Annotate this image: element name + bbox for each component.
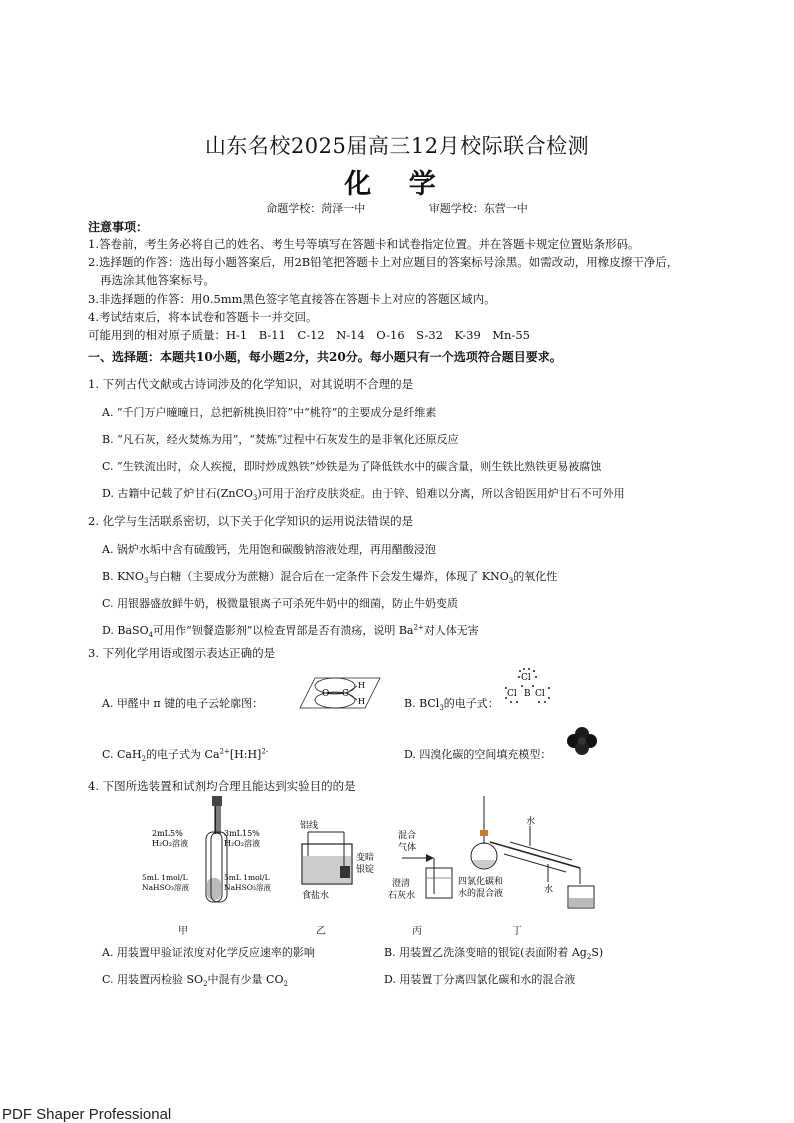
- note-4: 4.考试结束后，将本试卷和答题卡一并交回。: [88, 310, 318, 324]
- q2-option-b: B. $KNO_3$与白糖（主要成分为蔗糖）混合后在一定条件下会发生爆炸，体现了 $KNO_3$的氧化性: [102, 570, 558, 586]
- setter-school: 命题学校：菏泽一中: [266, 202, 366, 215]
- bing-label-mix: 混合: [398, 831, 417, 841]
- jia-label-left-3: 5mL 1mol/L: [142, 873, 188, 882]
- q4-option-b: B. 用装置乙洗涤变暗的银锭(表面附着 $Ag_2S$): [384, 946, 604, 962]
- yi-label-ingot: 银锭: [356, 865, 375, 875]
- yi-label-wire: 铝线: [300, 821, 319, 831]
- q3-option-c: C. CaH$_2$的电子式为 $Ca^{2+}[H:H]^{2-}$: [102, 747, 269, 764]
- bing-label-clear: 澄清: [392, 879, 411, 889]
- ding-label-water-out: 水: [544, 885, 554, 895]
- reviewer-school: 审题学校：东营一中: [428, 202, 528, 215]
- fig-atom-o: O: [322, 689, 330, 699]
- fig-label-yi: 乙: [316, 926, 326, 937]
- q1-option-c: C. “生铁流出时，众人疾搅，即时炒成熟铁”炒铁是为了降低铁水中的碳含量，则生铁比熟铁更易被腐蚀: [102, 460, 602, 473]
- bing-label-gas: 气体: [398, 843, 417, 853]
- jia-label-left-4: NaHSO₃溶液: [142, 883, 189, 892]
- formaldehyde-pi-bond-figure: [285, 668, 385, 716]
- q2-option-a: A. 锅炉水垢中含有硫酸钙，先用饱和碳酸钠溶液处理，再用醋酸浸泡: [102, 543, 436, 556]
- yi-label-dark: 变暗: [356, 853, 375, 863]
- exam-title: 山东名校2025届高三12月校际联合检测: [204, 134, 590, 158]
- q4-stem: 4. 下图所选装置和试剂均合理且能达到实验目的的是: [88, 779, 356, 793]
- cbr4-space-filling-model: [564, 726, 600, 756]
- jia-label-right-3: 5mL 1mol/L: [224, 873, 270, 882]
- q1-option-b: B. “凡石灰，经火焚炼为用”，“焚炼”过程中石灰发生的是非氧化还原反应: [102, 433, 459, 446]
- q3-option-d: D. 四溴化碳的空间填充模型：: [404, 748, 552, 761]
- q1-stem: 1. 下列古代文献或古诗词涉及的化学知识，对其说明不合理的是: [88, 377, 414, 391]
- q4-option-d: D. 用装置丁分离四氯化碳和水的混合液: [384, 973, 576, 986]
- fig-label-jia: 甲: [178, 926, 188, 937]
- fig-cl-right: Cl: [535, 689, 545, 699]
- bcl3-electron-dot-figure: [503, 664, 555, 708]
- ding-label-mix-2: 水的混合液: [458, 889, 504, 899]
- q3-option-a: A. 甲醛中 π 键的电子云轮廓图：: [102, 697, 264, 710]
- fig-label-bing: 丙: [412, 926, 422, 937]
- jia-label-right-4: NaHSO₃溶液: [224, 883, 271, 892]
- yi-label-brine: 食盐水: [302, 891, 330, 901]
- school-line: [0, 200, 794, 216]
- fig-atom-h1: H: [358, 681, 365, 690]
- jia-label-right-1: 3mL15%: [224, 829, 260, 838]
- note-3: 3.非选择题的作答：用0.5mm黑色签字笔直接答在答题卡上对应的答题区域内。: [88, 292, 496, 306]
- q2-option-d: D. BaSO$_4$可用作“钡餐造影剂”以检查胃部是否有溃疡，说明 $Ba^{2+}$对人体无害: [102, 623, 479, 640]
- q2-option-c: C. 用银器盛放鲜牛奶，极微量银离子可杀死牛奶中的细菌，防止牛奶变质: [102, 597, 459, 610]
- jia-label-right-2: H₂O₂溶液: [224, 839, 260, 848]
- subject-title: 化 学: [344, 169, 450, 200]
- jia-label-left-1: 2mL5%: [152, 829, 183, 838]
- q3-option-b: B. BCl$_3$的电子式：: [404, 697, 499, 713]
- section-1-heading: 一、选择题：本题共10小题，每小题2分，共20分。每小题只有一个选项符合题目要求。: [88, 350, 562, 364]
- q1-option-a: A. “千门万户曈曈日，总把新桃换旧符”中“桃符”的主要成分是纤维素: [102, 406, 437, 419]
- q4-option-a: A. 用装置甲验证浓度对化学反应速率的影响: [102, 946, 315, 959]
- ding-label-water-in: 水: [526, 817, 536, 827]
- ding-label-mix-1: 四氯化碳和: [458, 877, 504, 887]
- fig-cl-left: Cl: [507, 689, 517, 699]
- q4-option-c: C. 用装置丙检验 $SO_2$中混有少量 $CO_2$: [102, 973, 288, 989]
- fig-label-ding: 丁: [512, 926, 522, 937]
- atomic-masses: 可能用到的相对原子质量：H-1 B-11 C-12 N-14 O-16 S-32 K-39 Mn-55: [88, 328, 530, 342]
- note-2a: 2.选择题的作答：选出每小题答案后，用2B铅笔把答题卡上对应题目的答案标号涂黑。如需改动，用橡皮擦干净后，: [88, 255, 679, 269]
- fig-cl-top: Cl: [521, 673, 531, 683]
- watermark-footer: PDF Shaper Professional: [2, 1106, 172, 1123]
- bing-label-limewater: 石灰水: [388, 891, 416, 901]
- note-1: 1.答卷前，考生务必将自己的姓名、考生号等填写在答题卡和试卷指定位置。并在答题卡规定位置贴条形码。: [88, 237, 640, 251]
- fig-atom-c: C: [342, 689, 349, 699]
- q4-apparatus-figure: [140, 796, 620, 916]
- q3-stem: 3. 下列化学用语或图示表达正确的是: [88, 646, 276, 660]
- fig-b-center: B: [524, 689, 531, 699]
- q1-option-d: D. 古籍中记载了炉甘石(ZnCO$_3$)可用于治疗皮肤炎症。由于锌、铅难以分离，所以含铅医用炉甘石不可外用: [102, 487, 625, 503]
- jia-label-left-2: H₂O₂溶液: [152, 839, 188, 848]
- apparatus-yi: [302, 832, 352, 884]
- notes-heading: 注意事项：: [88, 220, 149, 234]
- fig-atom-h2: H: [358, 697, 365, 706]
- note-2b: 再选涂其他答案标号。: [100, 273, 215, 287]
- q2-stem: 2. 化学与生活联系密切，以下关于化学知识的运用说法错误的是: [88, 514, 414, 528]
